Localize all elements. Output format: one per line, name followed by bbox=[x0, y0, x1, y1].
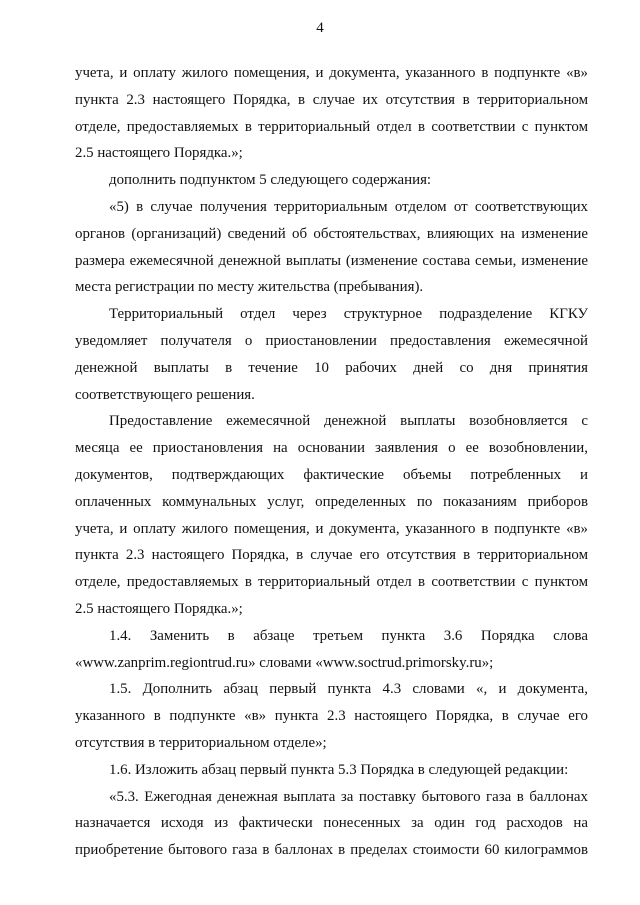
text-line: органов (организаций) сведений об обстоятельствах, влияющих на изменение bbox=[75, 225, 588, 242]
text-line: 1.4. Заменить в абзаце третьем пункта 3.6 Порядка слова bbox=[109, 627, 588, 644]
text-line: уведомляет получателя о приостановлении предоставления ежемесячной bbox=[75, 332, 588, 349]
paragraph bbox=[75, 408, 588, 622]
page-number: 4 bbox=[316, 20, 324, 36]
text-line: 1.6. Изложить абзац первый пункта 5.3 Порядка в следующей редакции: bbox=[109, 761, 569, 778]
paragraph bbox=[75, 623, 588, 677]
text-line: соответствующего решения. bbox=[75, 386, 255, 403]
text-line: документов, подтверждающих фактические объемы потребленных и bbox=[75, 466, 588, 483]
text-line: места регистрации по месту жительства (пребывания). bbox=[75, 279, 424, 296]
text-line: пункта 2.3 настоящего Порядка, в случае его отсутствия в территориальном bbox=[75, 547, 588, 564]
paragraph bbox=[75, 60, 588, 167]
text-line: 1.5. Дополнить абзац первый пункта 4.3 словами «, и документа, bbox=[109, 681, 588, 698]
paragraph bbox=[75, 167, 588, 194]
paragraph bbox=[75, 757, 588, 784]
document-body bbox=[75, 60, 588, 864]
text-line: отсутствия в территориальном отделе»; bbox=[75, 734, 327, 751]
text-line: оплаченных коммунальных услуг, определенных по показаниям приборов bbox=[75, 493, 588, 510]
text-line: дополнить подпунктом 5 следующего содержания: bbox=[109, 172, 432, 189]
text-line: денежной выплаты в течение 10 рабочих дней со дня принятия bbox=[75, 359, 588, 376]
text-line: назначается исходя из фактически понесенных за один год расходов на bbox=[75, 815, 588, 832]
text-line: отделе, предоставляемых в территориальный отдел в соответствии с пунктом bbox=[75, 574, 588, 591]
text-line: Территориальный отдел через структурное подразделение КГКУ bbox=[109, 306, 588, 323]
text-line: учета, и оплату жилого помещения, и документа, указанного в подпункте «в» bbox=[75, 65, 588, 81]
paragraph bbox=[75, 194, 588, 301]
text-line: пункта 2.3 настоящего Порядка, в случае их отсутствия в территориальном bbox=[75, 91, 588, 108]
text-line: «5) в случае получения территориальным отделом от соответствующих bbox=[109, 198, 588, 215]
text-line: «5.3. Ежегодная денежная выплата за поставку бытового газа в баллонах bbox=[109, 788, 588, 805]
text-line: месяца ее приостановления на основании заявления о ее возобновлении, bbox=[75, 440, 588, 457]
text-line: учета, и оплату жилого помещения, и документа, указанного в подпункте «в» bbox=[75, 520, 588, 537]
paragraph bbox=[75, 301, 588, 408]
text-line: 2.5 настоящего Порядка.»; bbox=[75, 600, 243, 617]
text-line: размера ежемесячной денежной выплаты (изменение состава семьи, изменение bbox=[75, 252, 588, 269]
text-line: приобретение бытового газа в баллонах в пределах стоимости 60 килограммов bbox=[75, 842, 588, 859]
text-line: Предоставление ежемесячной денежной выплаты возобновляется с bbox=[109, 413, 588, 430]
paragraph bbox=[75, 784, 588, 864]
text-line: «www.zanprim.regiontrud.ru» словами «www.soctrud.primorsky.ru»; bbox=[75, 654, 494, 671]
text-line: указанного в подпункте «в» пункта 2.3 настоящего Порядка, в случае его bbox=[75, 708, 588, 725]
paragraph bbox=[75, 676, 588, 756]
text-line: 2.5 настоящего Порядка.»; bbox=[75, 145, 243, 162]
text-line: отделе, предоставляемых в территориальный отдел в соответствии с пунктом bbox=[75, 118, 588, 135]
